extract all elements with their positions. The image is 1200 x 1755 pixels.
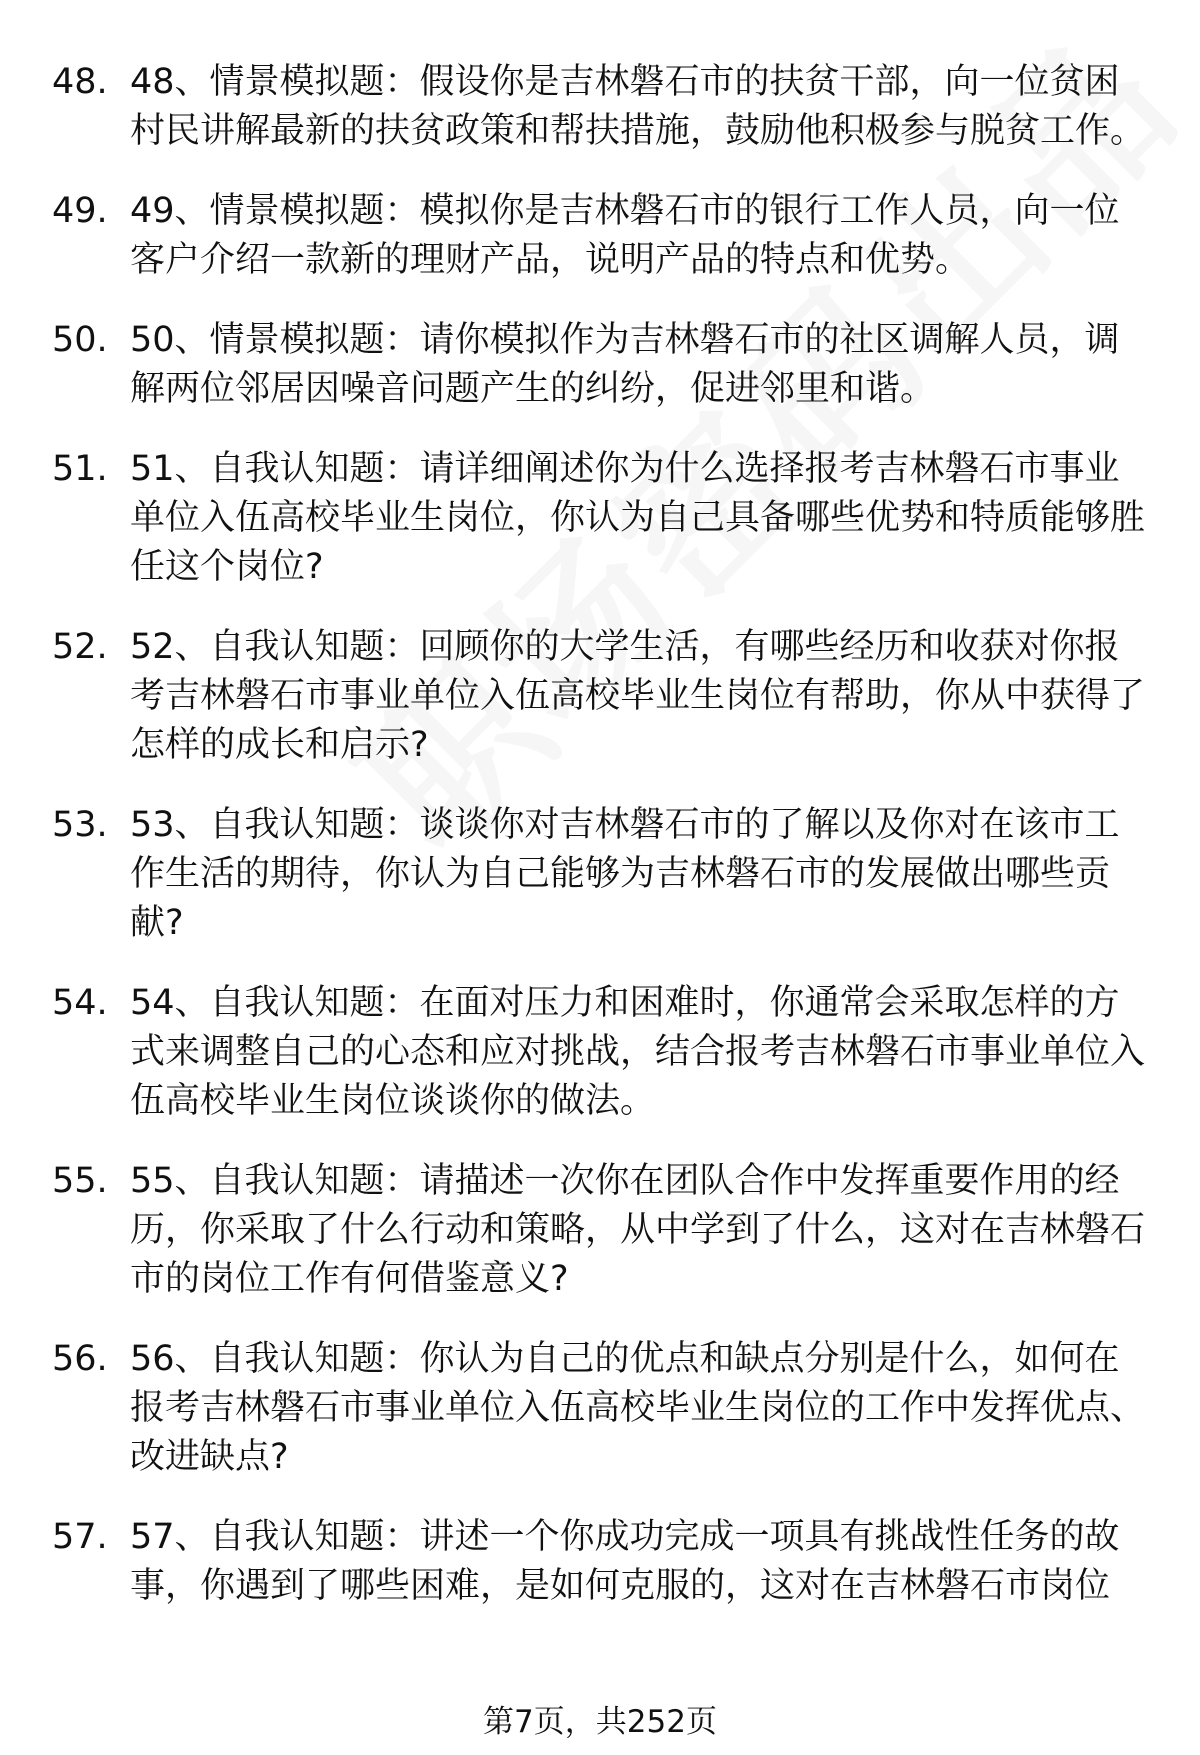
question-number: 51. xyxy=(52,449,108,489)
page-footer: 第7页，共252页 xyxy=(483,1704,717,1740)
list-item xyxy=(0,58,1200,156)
question-text: 55、自我认知题：请描述一次你在团队合作中发挥重要作用的经历，你采取了什么行动和策略，从中学到了什么，这对在吉林磐石市的岗位工作有何借鉴意义? xyxy=(130,1161,1146,1299)
list-item xyxy=(0,445,1200,592)
list-item xyxy=(0,187,1200,285)
question-number: 53. xyxy=(52,805,108,845)
list-item xyxy=(0,623,1200,770)
question-number: 55. xyxy=(52,1161,108,1201)
question-text: 50、情景模拟题：请你模拟作为吉林磐石市的社区调解人员，调解两位邻居因噪音问题产生的纠纷，促进邻里和谐。 xyxy=(130,320,1120,409)
question-number: 48. xyxy=(52,62,108,102)
list-item xyxy=(0,979,1200,1126)
question-number: 57. xyxy=(52,1517,108,1557)
question-text: 56、自我认知题：你认为自己的优点和缺点分别是什么，如何在报考吉林磐石市事业单位入伍高校毕业生岗位的工作中发挥优点、改进缺点? xyxy=(130,1339,1146,1477)
question-number: 49. xyxy=(52,191,108,231)
list-item xyxy=(0,1157,1200,1304)
list-item xyxy=(0,1335,1200,1482)
question-text: 49、情景模拟题：模拟你是吉林磐石市的银行工作人员，向一位客户介绍一款新的理财产品，说明产品的特点和优势。 xyxy=(130,191,1120,280)
question-text: 57、自我认知题：讲述一个你成功完成一项具有挑战性任务的故事，你遇到了哪些困难，是如何克服的，这对在吉林磐石市岗位 xyxy=(130,1517,1120,1606)
question-number: 52. xyxy=(52,627,108,667)
list-item xyxy=(0,1513,1200,1611)
question-text: 53、自我认知题：谈谈你对吉林磐石市的了解以及你对在该市工作生活的期待，你认为自己能够为吉林磐石市的发展做出哪些贡献? xyxy=(130,805,1120,943)
question-number: 54. xyxy=(52,983,108,1023)
question-text: 48、情景模拟题：假设你是吉林磐石市的扶贫干部，向一位贫困村民讲解最新的扶贫政策和帮扶措施，鼓励他积极参与脱贫工作。 xyxy=(130,62,1146,151)
question-text: 52、自我认知题：回顾你的大学生活，有哪些经历和收获对你报考吉林磐石市事业单位入伍高校毕业生岗位有帮助，你从中获得了怎样的成长和启示? xyxy=(130,627,1146,765)
question-number: 50. xyxy=(52,320,108,360)
list-item xyxy=(0,801,1200,948)
list-item xyxy=(0,316,1200,414)
question-list xyxy=(0,58,1200,1642)
question-number: 56. xyxy=(52,1339,108,1379)
question-text: 54、自我认知题：在面对压力和困难时，你通常会采取怎样的方式来调整自己的心态和应对挑战，结合报考吉林磐石市事业单位入伍高校毕业生岗位谈谈你的做法。 xyxy=(130,983,1146,1121)
question-text: 51、自我认知题：请详细阐述你为什么选择报考吉林磐石市事业单位入伍高校毕业生岗位，你认为自己具备哪些优势和特质能够胜任这个岗位? xyxy=(130,449,1146,587)
